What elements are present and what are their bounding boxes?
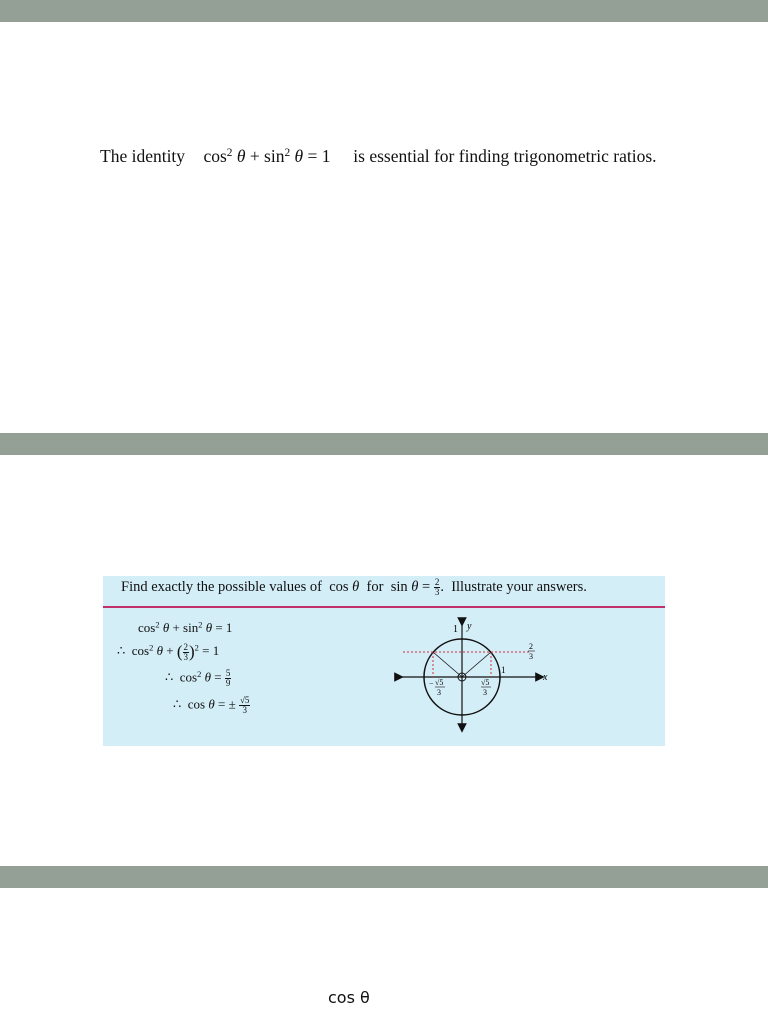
pos-cos-num: √5 [481, 678, 490, 687]
step-1: $\cos^2 \theta + \sin^2 \theta = 1$ [138, 619, 233, 635]
example-question: Find exactly the possible values of cos θ for sin θ = $\frac{2}{3}$ . Illustrate your answers. [121, 577, 587, 597]
identity-sentence [100, 146, 657, 167]
neg-cos-num: √5 [435, 678, 444, 687]
radius-label: 1 [501, 665, 506, 675]
title-underline [103, 606, 665, 608]
pos-cos-den: 3 [483, 688, 487, 697]
identity-prefix: The identity [100, 146, 186, 166]
step-4: ∴ cos θ = ± $\frac{√5}{3}$ [173, 695, 250, 715]
worked-example-box [103, 576, 665, 746]
radius-neg [433, 652, 462, 677]
cos-theta-label: cos θ [328, 988, 370, 1007]
x-axis-label: x [543, 672, 548, 683]
y-axis-label: y [467, 621, 472, 632]
neg-cos-sign: − [429, 679, 434, 688]
sin-value-den: 3 [529, 652, 533, 661]
neg-cos-den: 3 [437, 688, 441, 697]
sin-value-num: 2 [529, 642, 533, 651]
identity-suffix: is essential for finding trigonometric ratios. [353, 146, 657, 166]
slide-divider-top [0, 0, 768, 22]
slide-divider-middle [0, 433, 768, 455]
step-2: ∴ $\cos^2 \theta$ + ( $\frac{2}{3}$ )$^2$ = 1 [117, 641, 220, 662]
top-tick-label: 1 [453, 624, 458, 635]
identity-formula: $\cos^2 \theta + \sin^2 \theta = 1$ [203, 146, 331, 166]
radius-pos [462, 652, 491, 677]
slide-divider-bottom [0, 866, 768, 888]
step-3: ∴ $\cos^2 \theta$ = $\frac{5}{9}$ [165, 668, 231, 688]
unit-circle-diagram [393, 614, 553, 734]
fraction-two-thirds: $\frac{2}{3}$ [434, 577, 440, 597]
